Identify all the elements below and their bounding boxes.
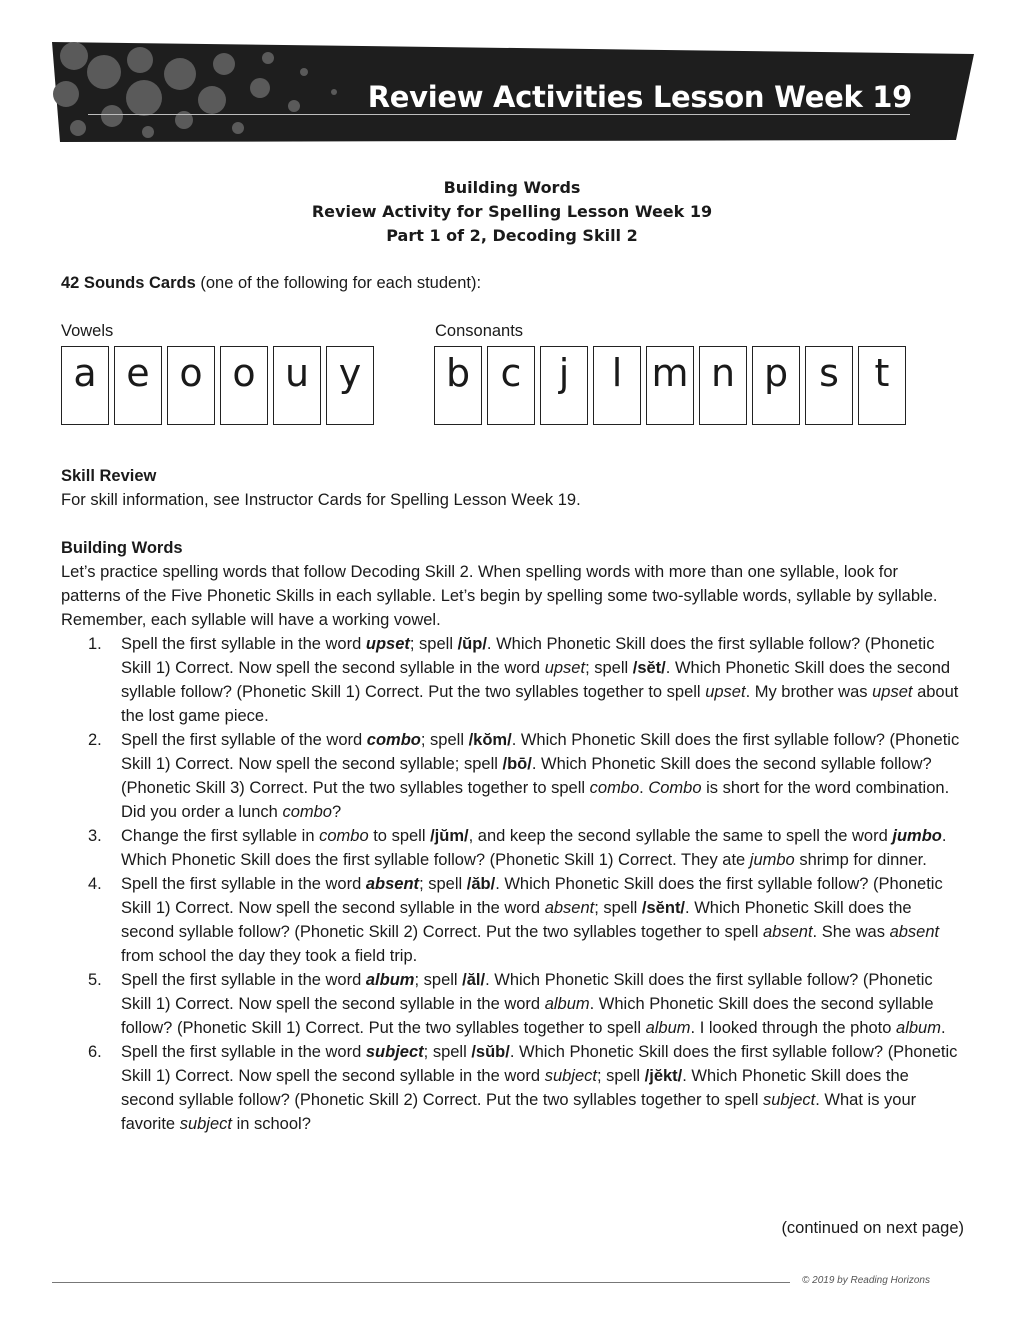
step-text: ; spell xyxy=(414,971,463,989)
step-text: jumbo xyxy=(892,827,942,845)
step-number: 2. xyxy=(88,731,102,749)
sound-card: t xyxy=(858,346,906,425)
step-number: 4. xyxy=(88,875,102,893)
step-text: . Which Phonetic Skill does the first syllable follow? (Phonetic Skill 1) Correct. They ate xyxy=(121,827,947,869)
sound-card: j xyxy=(540,346,588,425)
activity-title: Building Words xyxy=(443,178,581,197)
step-text: , and keep the second syllable the same to spell the word xyxy=(468,827,893,845)
step-text: . xyxy=(639,779,649,797)
step-text: /ăb/ xyxy=(466,875,496,893)
step-text: jumbo xyxy=(749,851,795,869)
step-text: combo xyxy=(319,827,369,845)
sound-card: u xyxy=(273,346,321,425)
step-text: Spell the first syllable in the word xyxy=(121,635,366,653)
step-text: . Which Phonetic Skill does the first syllable follow? (Phonetic Skill 1) Correct. Now spell the second syllable in the word xyxy=(121,1043,958,1085)
building-words-heading: Building Words xyxy=(61,539,183,557)
step-text: subject xyxy=(762,1091,816,1109)
step-text: /jŭm/ xyxy=(430,827,469,845)
step-text: upset xyxy=(544,659,586,677)
step-text: combo xyxy=(282,803,332,821)
step-text: album xyxy=(645,1019,691,1037)
skill-review-section xyxy=(61,464,960,512)
step-text: . Which Phonetic Skill does the second syllable follow? (Phonetic Skill 3) Correct. Put the two syllables together to spell xyxy=(121,755,932,797)
step-text: in school? xyxy=(231,1115,311,1133)
sound-card: y xyxy=(326,346,374,425)
step-text: Spell the first syllable in the word xyxy=(121,971,366,989)
materials-note: (one of the following for each student): xyxy=(195,274,482,292)
step-text: absent xyxy=(762,923,813,941)
banner-rule xyxy=(88,114,910,115)
sound-card: e xyxy=(114,346,162,425)
sound-card: p xyxy=(752,346,800,425)
step-text: absent xyxy=(365,875,420,893)
step-text: /sŭb/ xyxy=(471,1043,510,1061)
skill-review-heading: Skill Review xyxy=(61,467,157,485)
sound-card: c xyxy=(487,346,535,425)
sound-card: o xyxy=(220,346,268,425)
step-text: from school the day they took a field trip. xyxy=(121,947,418,965)
step-number: 6. xyxy=(88,1043,102,1061)
activity-part: Part 1 of 2, Decoding Skill 2 xyxy=(386,226,638,245)
step-text: ; spell xyxy=(423,1043,472,1061)
step-text: album xyxy=(365,971,415,989)
list-item xyxy=(61,632,960,728)
list-item xyxy=(61,872,960,968)
step-text: subject xyxy=(365,1043,424,1061)
step-text: album xyxy=(896,1019,941,1037)
step-text: /sĕnt/ xyxy=(641,899,686,917)
step-text: . Which Phonetic Skill does the second syllable follow? (Phonetic Skill 1) Correct. Put the two syllables together to spell xyxy=(121,659,951,701)
copyright: © 2019 by Reading Horizons xyxy=(802,1275,930,1286)
page-title: Review Activities Lesson Week 19 xyxy=(367,80,912,114)
step-text: /ăl/ xyxy=(462,971,486,989)
sound-card: n xyxy=(699,346,747,425)
step-text: ; spell xyxy=(420,731,469,749)
consonant-cards xyxy=(434,346,911,425)
step-text: is short for the word combination. Did you order a lunch xyxy=(121,779,950,821)
step-text: ; spell xyxy=(585,659,633,677)
step-text: upset xyxy=(872,683,913,701)
sound-card: o xyxy=(167,346,215,425)
sound-card: m xyxy=(646,346,694,425)
step-text: . Which Phonetic Skill does the first syllable follow? (Phonetic Skill 1) Correct. Now spell the second syllable in the word xyxy=(121,875,943,917)
step-text: /kŏm/ xyxy=(468,731,512,749)
step-text: about the lost game piece. xyxy=(121,683,959,725)
step-text: . Which Phonetic Skill does the second syllable follow? (Phonetic Skill 2) Correct. Put the two syllables together to spell xyxy=(121,1067,909,1109)
step-text: absent xyxy=(889,923,940,941)
step-text: ? xyxy=(331,803,342,821)
step-text: ; spell xyxy=(596,1067,645,1085)
step-text: . She was xyxy=(812,923,890,941)
step-text: /ŭp/ xyxy=(457,635,487,653)
step-text: Spell the first syllable of the word xyxy=(121,731,367,749)
step-text: . My brother was xyxy=(745,683,873,701)
vowels-label: Vowels xyxy=(61,322,114,340)
list-item xyxy=(61,1040,960,1136)
step-text: combo xyxy=(366,731,421,749)
step-text: /jĕkt/ xyxy=(644,1067,683,1085)
step-text: to spell xyxy=(368,827,431,845)
step-text: Spell the first syllable in the word xyxy=(121,1043,366,1061)
footer-rule xyxy=(52,1282,790,1283)
sound-card: l xyxy=(593,346,641,425)
list-item xyxy=(61,728,960,824)
step-text: Combo xyxy=(648,779,702,797)
activity-heading xyxy=(0,176,1024,248)
step-text: ; spell xyxy=(409,635,458,653)
step-text: Change the first syllable in xyxy=(121,827,320,845)
step-number: 3. xyxy=(88,827,102,845)
step-text: . Which Phonetic Skill does the first syllable follow? (Phonetic Skill 1) Correct. Now spell the second syllable in the word xyxy=(121,971,933,1013)
step-text: . Which Phonetic Skill does the first syllable follow? (Phonetic Skill 1) Correct. Now spell the second syllable; spell xyxy=(121,731,960,773)
continued-note: (continued on next page) xyxy=(781,1219,964,1237)
consonants-label: Consonants xyxy=(435,322,524,340)
activity-subtitle: Review Activity for Spelling Lesson Week 19 xyxy=(311,202,713,221)
step-text: shrimp for dinner. xyxy=(794,851,927,869)
sound-card: a xyxy=(61,346,109,425)
step-text: ; spell xyxy=(419,875,467,893)
step-text: . xyxy=(940,1019,946,1037)
step-text: . What is your favorite xyxy=(121,1091,917,1133)
list-item xyxy=(61,824,960,872)
step-text: /bō/ xyxy=(502,755,532,773)
materials-line xyxy=(61,271,481,295)
skill-review-text: For skill information, see Instructor Cards for Spelling Lesson Week 19. xyxy=(61,491,581,509)
step-text: combo xyxy=(589,779,640,797)
step-number: 5. xyxy=(88,971,102,989)
step-text: Spell the first syllable in the word xyxy=(121,875,366,893)
step-text: upset xyxy=(705,683,746,701)
step-text: . Which Phonetic Skill does the first syllable follow? (Phonetic Skill 1) Correct. Now spell the second syllable in the word xyxy=(121,635,935,677)
building-words-section xyxy=(61,536,960,1136)
step-number: 1. xyxy=(88,635,102,653)
step-text: absent xyxy=(544,899,595,917)
sound-card: b xyxy=(434,346,482,425)
header-banner xyxy=(52,42,976,142)
step-text: . Which Phonetic Skill does the second syllable follow? (Phonetic Skill 1) Correct. Put the two syllables together to spell xyxy=(121,995,934,1037)
list-item xyxy=(61,968,960,1040)
steps-list xyxy=(61,632,960,1136)
step-text: subject xyxy=(179,1115,232,1133)
step-text: . Which Phonetic Skill does the second syllable follow? (Phonetic Skill 2) Correct. Put the two syllables together to spell xyxy=(121,899,912,941)
building-words-intro: Let’s practice spelling words that follow Decoding Skill 2. When spelling words with more than one syllable, look for patterns of the Five Phonetic Skills in each syllable. Let’s begin by spelling some two-syllable words, syllable by syllable. Remember, each syllable will have a working vowel. xyxy=(61,563,938,629)
vowel-cards xyxy=(61,346,379,425)
sound-card: s xyxy=(805,346,853,425)
step-text: subject xyxy=(544,1067,597,1085)
step-text: ; spell xyxy=(594,899,642,917)
materials-label: 42 Sounds Cards xyxy=(61,274,196,292)
step-text: /sĕt/ xyxy=(632,659,666,677)
step-text: upset xyxy=(365,635,410,653)
step-text: album xyxy=(544,995,590,1013)
step-text: . I looked through the photo xyxy=(690,1019,897,1037)
